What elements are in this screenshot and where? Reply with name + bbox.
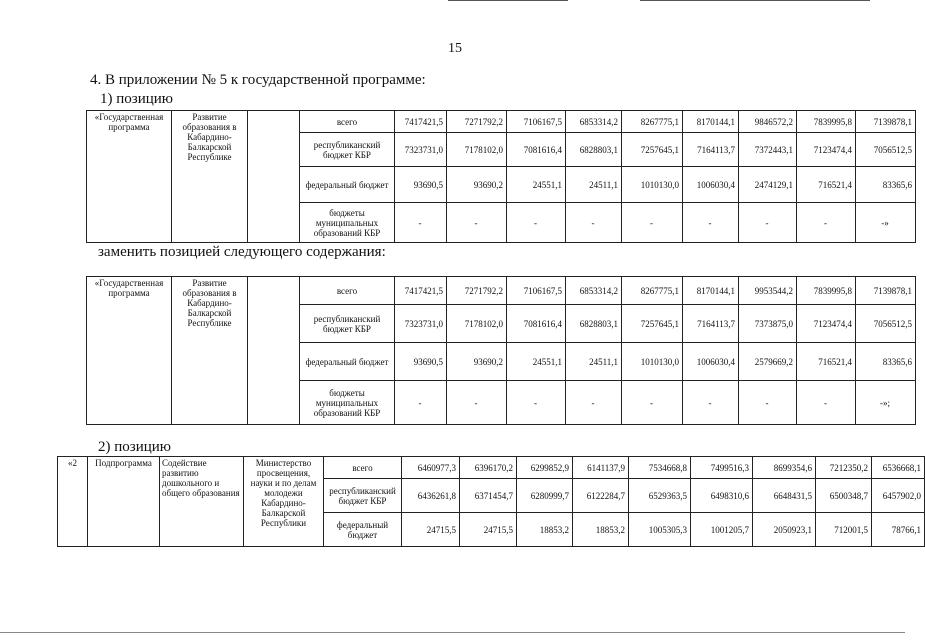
table1-program-type: «Государственная программа (87, 111, 172, 243)
table3-value: 1001205,7 (691, 513, 753, 547)
table1-value: 93690,2 (447, 167, 507, 203)
table2-value: 716521,4 (797, 343, 856, 381)
table1-empty-cell (248, 111, 300, 243)
table2-value: 93690,5 (395, 343, 447, 381)
table2-value: 8267775,1 (622, 277, 683, 305)
table1-value: 7123474,4 (797, 133, 856, 167)
table3-value: 24715,5 (402, 513, 460, 547)
scan-line-bottom (0, 632, 905, 633)
table2-value: - (622, 381, 683, 425)
table1-value: 8170144,1 (683, 111, 739, 133)
table2-value: - (683, 381, 739, 425)
table2-value: 7178102,0 (447, 305, 507, 343)
table1-value: - (395, 203, 447, 243)
table2-value: 7081616,4 (507, 305, 566, 343)
table2-value: - (447, 381, 507, 425)
table1-value: - (797, 203, 856, 243)
table2-value: 1010130,0 (622, 343, 683, 381)
table1-source: всего (300, 111, 395, 133)
table1-value: 7323731,0 (395, 133, 447, 167)
scan-line-top (448, 0, 568, 1)
subheading-2: 2) позицию (98, 439, 171, 455)
table2-value: 7417421,5 (395, 277, 447, 305)
table3-value: 24715,5 (460, 513, 517, 547)
table1-value: 7139878,1 (856, 111, 916, 133)
table2-value: 9953544,2 (739, 277, 797, 305)
table1-source: бюджеты муниципальных образований КБР (300, 203, 395, 243)
table3-value: 1005305,3 (629, 513, 691, 547)
table2-value: - (797, 381, 856, 425)
table1-value: 93690,5 (395, 167, 447, 203)
table3-value: 6536668,1 (872, 457, 925, 479)
table-position-1-new (86, 276, 916, 425)
table3-source: федеральный бюджет (324, 513, 402, 547)
table2-source: республиканский бюджет КБР (300, 305, 395, 343)
table1-value: 6853314,2 (566, 111, 622, 133)
table1-source: федеральный бюджет (300, 167, 395, 203)
table1-value: 7839995,8 (797, 111, 856, 133)
table2-value: 24551,1 (507, 343, 566, 381)
table-position-1 (86, 110, 916, 243)
table1-value: -» (856, 203, 916, 243)
table3-value: 7499516,3 (691, 457, 753, 479)
table1-value: 7178102,0 (447, 133, 507, 167)
table1-value: 7164113,7 (683, 133, 739, 167)
table2-value: -»; (856, 381, 916, 425)
table3-value: 6457902,0 (872, 479, 925, 513)
table3-source: всего (324, 457, 402, 479)
scan-line-top-right (640, 0, 870, 1)
table2-value: 7373875,0 (739, 305, 797, 343)
table2-value: 7106167,5 (507, 277, 566, 305)
table2-value: 7839995,8 (797, 277, 856, 305)
table3-value: 6122284,7 (573, 479, 629, 513)
table3-value: 6396170,2 (460, 457, 517, 479)
table3-value: 6280999,7 (517, 479, 573, 513)
table1-value: 7271792,2 (447, 111, 507, 133)
table1-source: республиканский бюджет КБР (300, 133, 395, 167)
table3-value: 2050923,1 (753, 513, 816, 547)
replace-text: заменить позицией следующего содержания: (98, 244, 386, 260)
table3-value: 8699354,6 (753, 457, 816, 479)
table3-source: республиканский бюджет КБР (324, 479, 402, 513)
table2-source: федеральный бюджет (300, 343, 395, 381)
table1-value: 1006030,4 (683, 167, 739, 203)
table2-value: 7257645,1 (622, 305, 683, 343)
table3-value: 78766,1 (872, 513, 925, 547)
table3-value: 7212350,2 (816, 457, 872, 479)
table1-value: 716521,4 (797, 167, 856, 203)
table-position-2 (57, 456, 925, 547)
table3-executor: Министерство просвещения, науки и по делам молодежи Кабардино-Балкарской Республики (244, 457, 324, 547)
table1-value: - (566, 203, 622, 243)
table1-value: - (447, 203, 507, 243)
table2-value: - (739, 381, 797, 425)
table1-value: - (683, 203, 739, 243)
table3-value: 6436261,8 (402, 479, 460, 513)
table1-value: 7417421,5 (395, 111, 447, 133)
table2-value: 24511,1 (566, 343, 622, 381)
table1-value: 2474129,1 (739, 167, 797, 203)
table1-value: 7106167,5 (507, 111, 566, 133)
table2-source: бюджеты муниципальных образований КБР (300, 381, 395, 425)
table3-value: 6460977,3 (402, 457, 460, 479)
table1-value: 24511,1 (566, 167, 622, 203)
table3-value: 6371454,7 (460, 479, 517, 513)
table3-value: 6529363,5 (629, 479, 691, 513)
table1-value: 6828803,1 (566, 133, 622, 167)
table2-value: 7271792,2 (447, 277, 507, 305)
table2-source: всего (300, 277, 395, 305)
table3-value: 6498310,6 (691, 479, 753, 513)
table1-value: 9846572,2 (739, 111, 797, 133)
table2-value: 2579669,2 (739, 343, 797, 381)
table1-value: 7081616,4 (507, 133, 566, 167)
table2-value: 83365,6 (856, 343, 916, 381)
table2-value: 93690,2 (447, 343, 507, 381)
subheading-1: 1) позицию (100, 91, 173, 107)
table2-value: 6828803,1 (566, 305, 622, 343)
table3-value: 18853,2 (517, 513, 573, 547)
page-number: 15 (448, 41, 462, 56)
table2-value: 7056512,5 (856, 305, 916, 343)
table1-value: 7257645,1 (622, 133, 683, 167)
table3-value: 6648431,5 (753, 479, 816, 513)
table1-value: 7056512,5 (856, 133, 916, 167)
table2-value: - (566, 381, 622, 425)
table2-value: 1006030,4 (683, 343, 739, 381)
table3-value: 18853,2 (573, 513, 629, 547)
table2-value: 6853314,2 (566, 277, 622, 305)
table2-program-name: Развитие образования в Кабардино-Балкарской Республике (172, 277, 248, 425)
table2-value: 7323731,0 (395, 305, 447, 343)
table1-value: - (622, 203, 683, 243)
table3-value: 7534668,8 (629, 457, 691, 479)
table1-value: 83365,6 (856, 167, 916, 203)
table1-value: - (739, 203, 797, 243)
table1-value: 1010130,0 (622, 167, 683, 203)
table2-value: - (395, 381, 447, 425)
table1-value: 7372443,1 (739, 133, 797, 167)
table3-value: 712001,5 (816, 513, 872, 547)
section-heading: 4. В приложении № 5 к государственной программе: (90, 72, 426, 88)
table2-empty-cell (248, 277, 300, 425)
table2-value: 7164113,7 (683, 305, 739, 343)
table3-value: 6141137,9 (573, 457, 629, 479)
table2-program-type: «Государственная программа (87, 277, 172, 425)
table1-value: 24551,1 (507, 167, 566, 203)
table1-program-name: Развитие образования в Кабардино-Балкарской Республике (172, 111, 248, 243)
table2-value: - (507, 381, 566, 425)
table3-value: 6299852,9 (517, 457, 573, 479)
table1-value: 8267775,1 (622, 111, 683, 133)
table2-value: 7139878,1 (856, 277, 916, 305)
table3-type: Подпрограмма (88, 457, 160, 547)
table2-value: 8170144,1 (683, 277, 739, 305)
table3-index: «2 (58, 457, 88, 547)
table2-value: 7123474,4 (797, 305, 856, 343)
table3-subprogram-name: Содействие развитию дошкольного и общего образования (160, 457, 244, 547)
table3-value: 6500348,7 (816, 479, 872, 513)
table1-value: - (507, 203, 566, 243)
